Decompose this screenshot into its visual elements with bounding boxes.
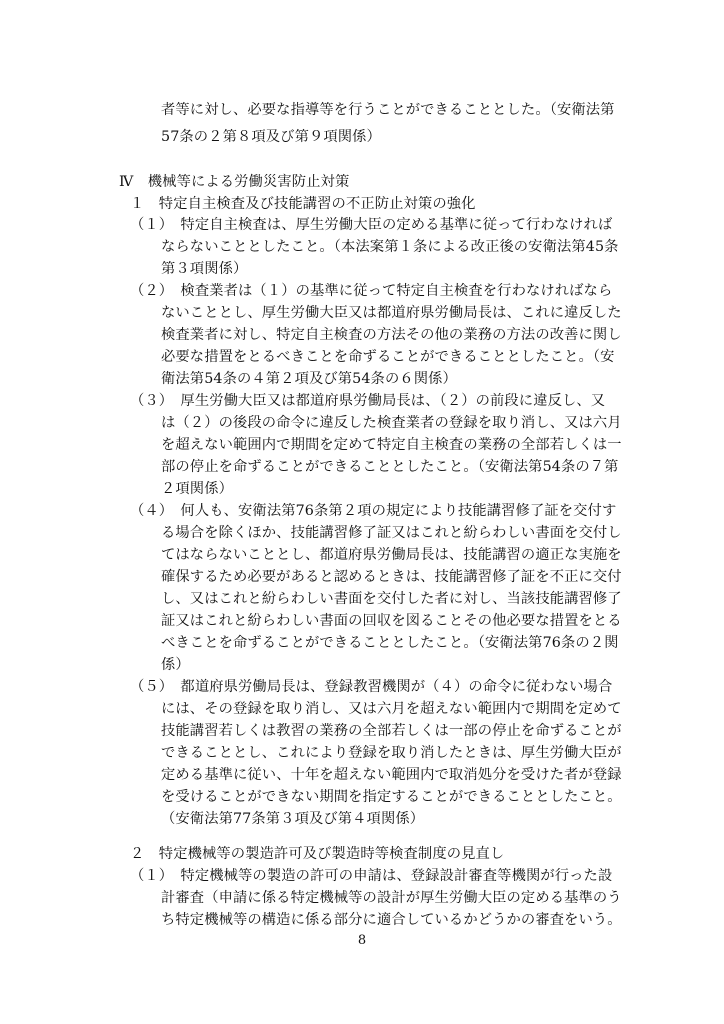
item-line: てはならないこととし、都道府県労働局長は、技能講習の適正な実施を — [161, 547, 622, 563]
item-line: 第３項関係） — [161, 261, 248, 277]
item-line: 必要な措置をとるべきことを命ずることができることとしたこと。（安 — [161, 349, 615, 365]
item-line: （３） 厚生労働大臣又は都道府県労働局長は、（２）の前段に違反し、又 — [130, 393, 606, 409]
item-line: （５） 都道府県労働局長は、登録教習機関が（４）の命令に従わない場合 — [130, 679, 613, 695]
item-line: 証又はこれと紛らわしい書面の回収を図ることその他必要な措置をとる — [161, 613, 622, 629]
item-line: （２） 検査業者は（１）の基準に従って特定自主検査を行わなければなら — [130, 283, 613, 299]
item-line: できることとし、これにより登録を取り消したときは、厚生労働大臣が — [161, 745, 622, 761]
item-line: 確保するため必要があると認めるときは、技能講習修了証を不正に交付 — [161, 569, 622, 585]
item-line: べきことを命ずることができることとしたこと。（安衛法第76条の２関 — [161, 635, 619, 651]
item-line: 技能講習若しくは教習の業務の全部若しくは一部の停止を命ずることが — [161, 723, 622, 739]
paragraph-line: 57条の２第８項及び第９項関係） — [161, 129, 381, 145]
item-line: （１） 特定自主検査は、厚生労働大臣の定める基準に従って行わなければ — [130, 217, 613, 233]
item-line: る場合を除くほか、技能講習修了証又はこれと紛らわしい書面を交付し — [161, 525, 622, 541]
item-line: は（２）の後段の命令に違反した検査業者の登録を取り消し、又は六月 — [161, 415, 622, 431]
page-number: 8 — [357, 933, 367, 948]
section-heading: ２ 特定機械等の製造許可及び製造時等検査制度の見直し — [130, 846, 505, 862]
section-heading: １ 特定自主検査及び技能講習の不正防止対策の強化 — [130, 196, 476, 212]
item-line: 検査業者に対し、特定自主検査の方法その他の業務の方法の改善に関し — [161, 327, 622, 343]
item-line: 部の停止を命ずることができることとしたこと。（安衛法第54条の７第 — [161, 459, 619, 475]
item-line: ないこととし、厚生労働大臣又は都道府県労働局長は、これに違反した — [161, 305, 622, 321]
item-line: ２項関係） — [161, 481, 233, 497]
item-line: 係） — [161, 657, 190, 673]
item-line: 計審査（申請に係る特定機械等の設計が厚生労働大臣の定める基準のう — [161, 890, 622, 906]
item-line: し、又はこれと紛らわしい書面を交付した者に対し、当該技能講習修了 — [161, 591, 622, 607]
item-line: （４） 何人も、安衛法第76条第２項の規定により技能講習修了証を交付す — [130, 503, 617, 519]
item-line: ち特定機械等の構造に係る部分に適合しているかどうかの審査をいう。 — [161, 912, 622, 928]
chapter-heading: Ⅳ 機械等による労働災害防止対策 — [119, 174, 350, 190]
item-line: 衛法第54条の４第２項及び第54条の６関係） — [161, 371, 457, 387]
item-line: を超えない範囲内で期間を定めて特定自主検査の業務の全部若しくは一 — [161, 437, 622, 453]
item-line: を受けることができない期間を指定することができることとしたこと。 — [161, 789, 622, 805]
paragraph-line: 者等に対し、必要な指導等を行うことができることとした。（安衛法第 — [161, 102, 615, 118]
item-line: （１） 特定機械等の製造の許可の申請は、登録設計審査等機関が行った設 — [130, 868, 613, 884]
item-line: （安衛法第77条第３項及び第４項関係） — [161, 811, 425, 827]
item-line: には、その登録を取り消し、又は六月を超えない範囲内で期間を定めて — [161, 701, 622, 717]
item-line: 定める基準に従い、十年を超えない範囲内で取消処分を受けた者が登録 — [161, 767, 622, 783]
item-line: ならないこととしたこと。（本法案第１条による改正後の安衛法第45条 — [161, 239, 619, 255]
